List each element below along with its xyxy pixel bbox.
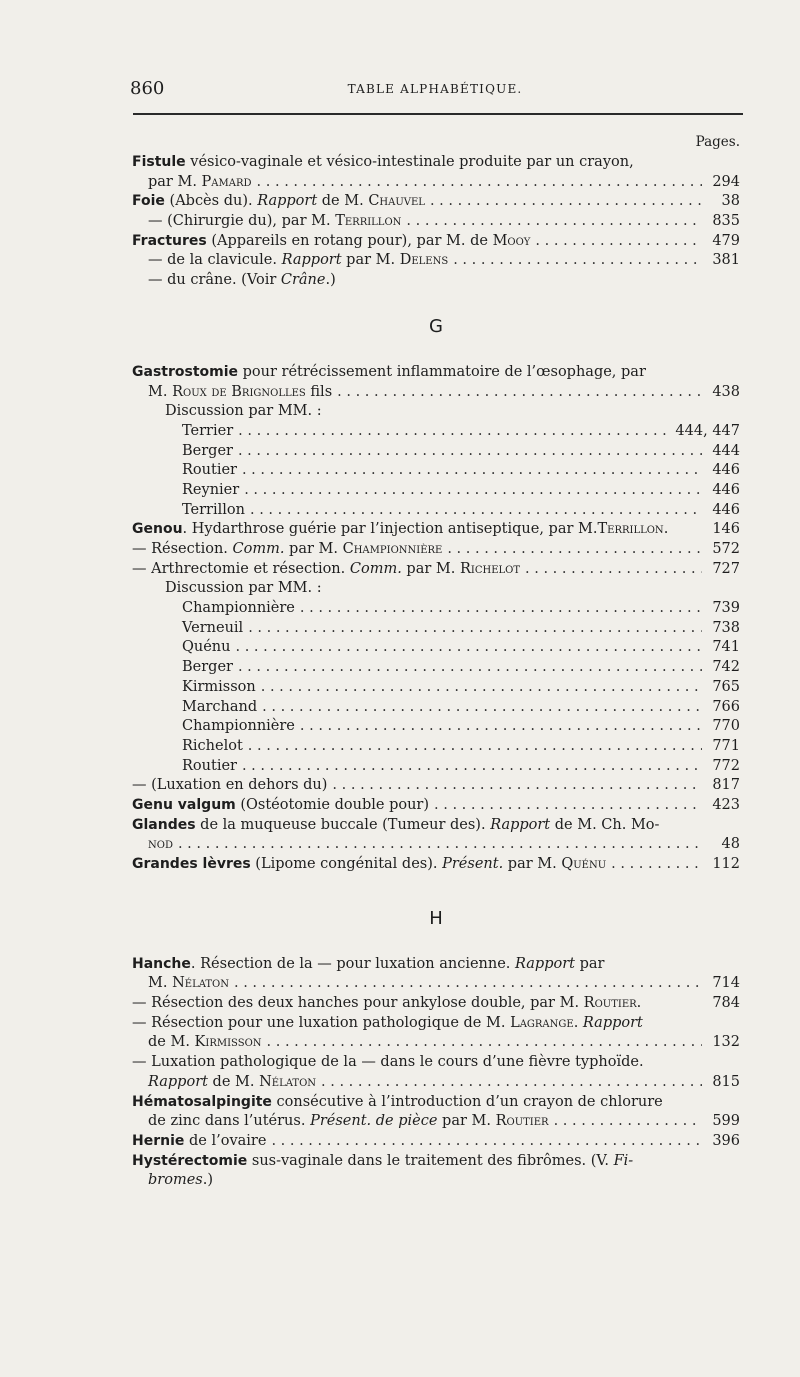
running-title: TABLE ALPHABÉTIQUE. [347,82,523,96]
discussant: Championnière . . . 770 [132,717,740,737]
index-entry-hernie: Hernie de l’ovaire . . . 396 [132,1132,740,1152]
discussant: Kirmisson . . . 765 [132,678,740,698]
page-ref: 572 [712,541,740,557]
discussant: Reynier . . . 446 [132,481,740,501]
index-entry-hysterectomie: Hystérectomie sus-vaginale dans le traitement des fibrômes. (V. Fi- [132,1152,634,1169]
page-ref: 112 [712,856,740,872]
page-ref: 294 [712,173,740,190]
index-subentry-clavicule: — de la clavicule. Rapport par M. Delens . . . 381 [132,251,740,271]
index-subentry-pathologique: — Résection pour une luxation pathologique de M. Lagrange. Rapport [132,1014,643,1031]
discussant: Marchand . . . 766 [132,698,740,718]
discussant: Terrier . . . 444, 447 [132,422,740,442]
index-subentry-luxation-pathologique-cont: Rapport de M. Nélaton . . . 815 [132,1073,740,1093]
discussant: Quénu . . . 741 [132,638,740,658]
index-entry-glandes-cont: nod . . . 48 [132,835,740,855]
discussion-list-gastrostomie [132,422,740,520]
discussant: Routier . . . 446 [132,461,740,481]
index-entry-fistule-cont: par M. Pamard . . . 294 [132,173,740,193]
discussant: Berger . . . 742 [132,658,740,678]
index-entry-genu-valgum: Genu valgum (Ostéotomie double pour) . . . 423 [132,796,740,816]
page-ref: 438 [712,383,740,400]
page-ref: 784 [712,995,740,1012]
discussion-label: Discussion par MM. : [165,580,322,597]
page-ref: 132 [712,1034,740,1051]
index-entry-hematosalpingite-cont: de zinc dans l’utérus. Présent. de pièce par M. Routier . . . 599 [132,1112,740,1132]
discussant: Championnière . . . 739 [132,599,740,619]
index-subentry-luxation-pathologique: — Luxation pathologique de la — dans le cours d’une fièvre typhoïde. [132,1054,644,1071]
index-entry-hysterectomie-cont: bromes.) [148,1172,213,1189]
index-subentry-crane: — du crâne. (Voir Crâne.) [148,272,336,289]
page-ref: 146 [712,521,740,538]
index-entry-gastrostomie-cont: M. Roux de Brignolles fils . . . 438 [132,383,740,403]
page-ref: 835 [712,213,740,230]
page-number: 860 [130,78,165,99]
page-ref: 727 [712,560,740,577]
index-entry-fractures: Fractures (Appareils en rotang pour), par M. de Mooy . . . 479 [132,232,740,252]
pages-column-label: Pages. [695,134,740,150]
page-ref: 479 [712,232,740,249]
index-subentry-deux-hanches: — Résection des deux hanches pour ankylose double, par M. Routier. 784 [132,994,740,1014]
discussant: Terrillon . . . 446 [132,501,740,521]
discussant: Berger . . . 444 [132,442,740,462]
headword: Fistule [132,154,186,170]
page-ref: 423 [712,796,740,813]
discussant: Richelot . . . 771 [132,737,740,757]
page-ref: 381 [712,252,740,269]
index-entry-fistule: Fistule vésico-vaginale et vésico-intestinale produite par un crayon, [132,154,634,170]
page-ref: 396 [712,1132,740,1149]
section-letter-g: G [429,315,443,337]
page-ref: 815 [712,1073,740,1090]
index-entry-glandes: Glandes de la muqueuse buccale (Tumeur des). Rapport de M. Ch. Mo- [132,816,660,833]
page-ref: 817 [712,777,740,794]
index-subentry-chirurgie: — (Chirurgie du), par M. Terrillon . . . 835 [132,212,740,232]
index-entry-genou: Genou. Hydarthrose guérie par l’injection antiseptique, par M.Terrillon. 146 [132,520,740,540]
discussion-list-genou [132,599,740,776]
discussant: Routier . . . 772 [132,757,740,777]
index-content [132,133,740,1191]
index-entry-foie: Foie (Abcès du). Rapport de M. Chauvel . . . 38 [132,192,740,212]
section-letter-h: H [429,907,443,929]
index-entry-hanche-cont: M. Nélaton . . . 714 [132,974,740,994]
index-entry-hanche: Hanche. Résection de la — pour luxation ancienne. Rapport par [132,955,605,972]
page-ref: 599 [712,1113,740,1130]
header-rule [133,113,743,115]
index-entry-grandes-levres: Grandes lèvres (Lipome congénital des). Présent. par M. Quénu . . . 112 [132,855,740,875]
page-ref: 38 [721,193,740,210]
discussant: Verneuil . . . 738 [132,619,740,639]
index-entry-gastrostomie: Gastrostomie pour rétrécissement inflammatoire de l’œsophage, par [132,363,646,380]
page-ref: 714 [712,975,740,992]
index-subentry-arthrectomie: — Arthrectomie et résection. Comm. par M. Richelot . . . 727 [132,560,740,580]
page-header [130,78,740,102]
index-subentry-luxation: — (Luxation en dehors du) . . . 817 [132,776,740,796]
index-subentry-pathologique-cont: de M. Kirmisson . . . 132 [132,1033,740,1053]
index-subentry-resection: — Résection. Comm. par M. Championnière . . . 572 [132,540,740,560]
discussion-label: Discussion par MM. : [165,403,322,420]
page-ref: 48 [721,836,740,853]
index-entry-hematosalpingite: Hématosalpingite consécutive à l’introduction d’un crayon de chlorure [132,1093,663,1110]
